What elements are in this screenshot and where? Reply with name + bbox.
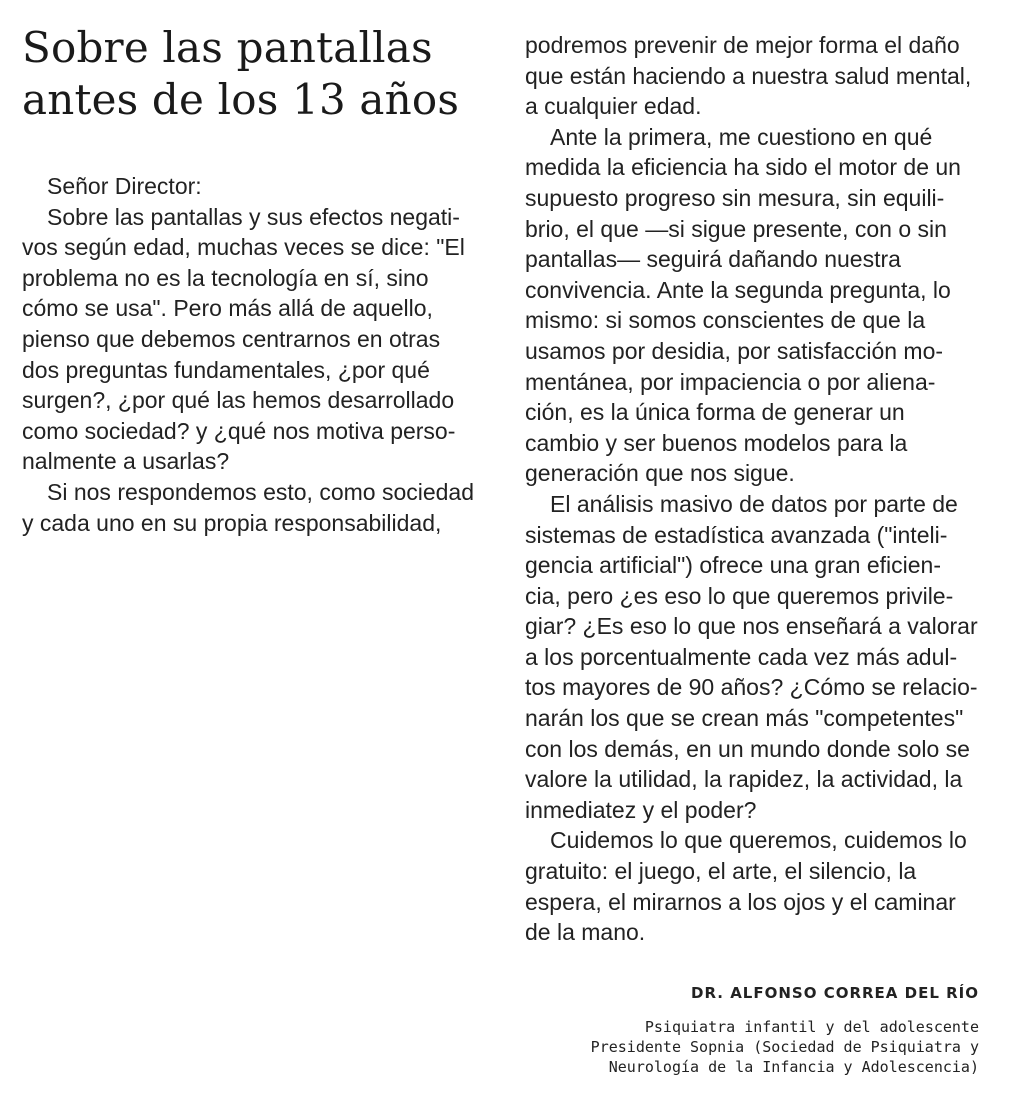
text-line: giar? ¿Es eso lo que nos enseñará a valorar — [525, 613, 978, 640]
left-column-body — [22, 171, 480, 538]
text-line: gencia artificial") ofrece una gran eficien- — [525, 552, 941, 579]
text-line: valore la utilidad, la rapidez, la actividad, la — [525, 766, 963, 793]
text-line: dos preguntas fundamentales, ¿por qué — [22, 356, 430, 383]
text-line: mentánea, por impaciencia o por aliena- — [525, 368, 936, 395]
credential-line: Neurología de la Infancia y Adolescencia) — [608, 1058, 979, 1076]
text-line: vos según edad, muchas veces se dice: "El — [22, 234, 465, 261]
text-line: Si nos respondemos esto, como sociedad — [47, 478, 475, 505]
text-line: pienso que debemos centrarnos en otras — [22, 325, 441, 352]
text-line: inmediatez y el poder? — [525, 796, 757, 823]
text-line: problema no es la tecnología en sí, sino — [22, 264, 429, 291]
article-title — [22, 22, 480, 126]
right-column-body — [525, 30, 985, 948]
text-line: Ante la primera, me cuestiono en qué — [550, 123, 933, 150]
text-line: como sociedad? y ¿qué nos motiva perso- — [22, 417, 456, 444]
text-line: El análisis masivo de datos por parte de — [550, 490, 958, 517]
author-signature: DR. ALFONSO CORREA DEL RÍO — [691, 984, 979, 1002]
text-line: gratuito: el juego, el arte, el silencio, la — [525, 858, 917, 885]
text-line: de la mano. — [525, 919, 646, 946]
text-line: a los porcentualmente cada vez más adul- — [525, 643, 958, 670]
text-line: surgen?, ¿por qué las hemos desarrollado — [22, 387, 455, 414]
text-line: convivencia. Ante la segunda pregunta, lo — [525, 276, 951, 303]
text-line: brio, el que —si sigue presente, con o sin — [525, 215, 947, 242]
text-line: Señor Director: — [47, 173, 202, 199]
text-line: supuesto progreso sin mesura, sin equili- — [525, 184, 945, 211]
text-line: espera, el mirarnos a los ojos y el caminar — [525, 888, 956, 915]
text-line: podremos prevenir de mejor forma el daño — [525, 32, 960, 58]
text-line: generación que nos sigue. — [525, 460, 795, 487]
text-line: y cada uno en su propia responsabilidad, — [22, 509, 442, 536]
text-line: Sobre las pantallas y sus efectos negati- — [47, 203, 460, 230]
text-line: con los demás, en un mundo donde solo se — [525, 735, 970, 762]
text-line: cómo se usa". Pero más allá de aquello, — [22, 295, 433, 322]
text-line: sistemas de estadística avanzada ("inteli- — [525, 521, 948, 548]
text-line: cambio y ser buenos modelos para la — [525, 429, 908, 456]
text-line: ción, es la única forma de generar un — [525, 399, 905, 426]
text-line: narán los que se crean más "competentes" — [525, 705, 964, 732]
text-line: mismo: si somos conscientes de que la — [525, 307, 926, 334]
left-column — [22, 0, 480, 538]
right-column — [525, 0, 985, 948]
text-line: que están haciendo a nuestra salud mental, — [525, 62, 972, 89]
credential-line: Presidente Sopnia (Sociedad de Psiquiatra y — [590, 1038, 979, 1056]
text-line: a cualquier edad. — [525, 93, 702, 120]
text-line: Cuidemos lo que queremos, cuidemos lo — [550, 827, 967, 854]
title-line: Sobre las pantallas — [22, 23, 433, 72]
text-line: usamos por desidia, por satisfacción mo- — [525, 337, 944, 364]
author-credentials — [591, 1017, 979, 1077]
title-line: antes de los 13 años — [22, 75, 460, 124]
text-line: tos mayores de 90 años? ¿Cómo se relacio- — [525, 674, 978, 701]
text-line: medida la eficiencia ha sido el motor de un — [525, 154, 961, 181]
credential-line: Psiquiatra infantil y del adolescente — [644, 1018, 979, 1036]
text-line: cia, pero ¿es eso lo que queremos privile- — [525, 582, 954, 609]
text-line: nalmente a usarlas? — [22, 448, 230, 475]
text-line: pantallas— seguirá dañando nuestra — [525, 246, 901, 273]
